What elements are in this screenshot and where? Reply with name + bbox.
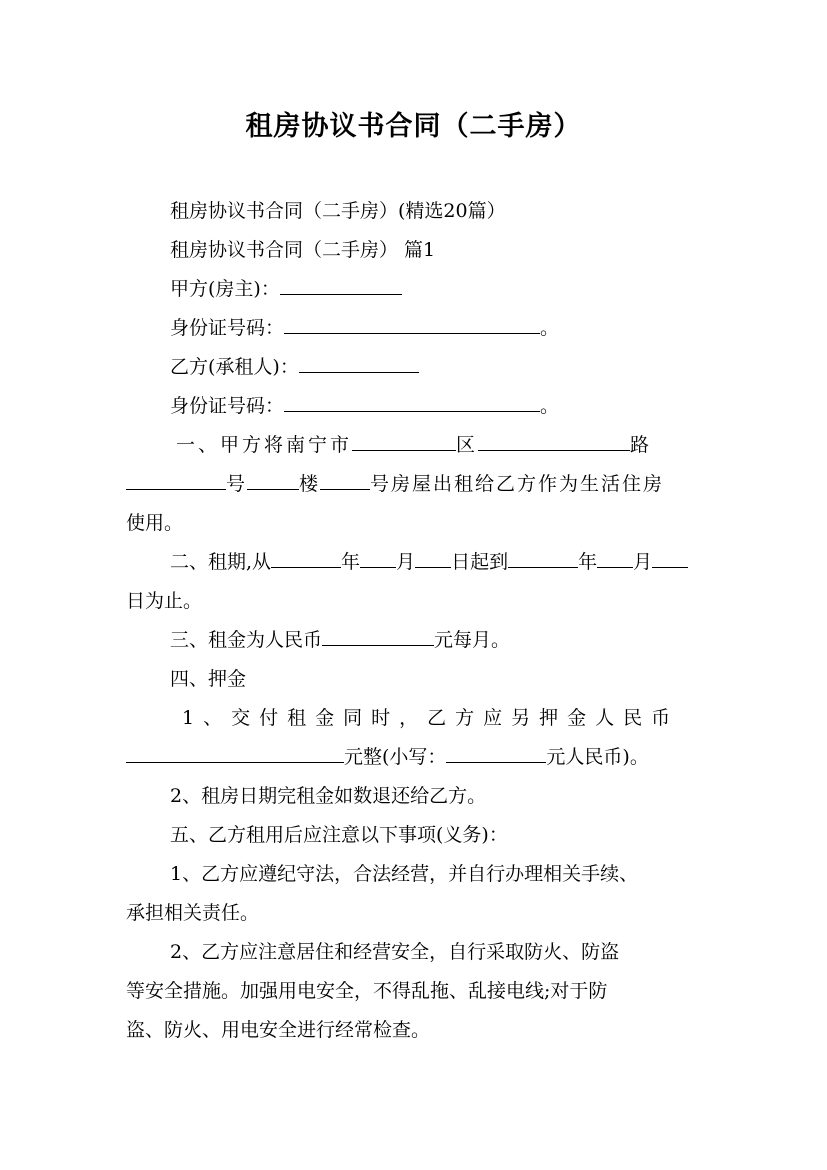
period: 。	[540, 317, 560, 339]
id-label-2: 身份证号码：	[170, 395, 285, 417]
clause-4-heading: 四、押金	[170, 668, 247, 690]
clause-4-1-line-1: 1、交付租金同时，乙方应另押金人民币	[182, 707, 680, 729]
clause-5-heading: 五、乙方租用后应注意以下事项(义务)：	[170, 824, 508, 846]
heading-article-1: 租房协议书合同（二手房） 篇1	[170, 239, 436, 261]
party-a-line	[126, 270, 760, 309]
clause-1-text: 一、甲方将南宁市	[176, 434, 353, 456]
clause-2-text: 月	[396, 551, 416, 573]
id-line-2	[126, 387, 760, 426]
city-blank	[352, 428, 456, 451]
district-blank	[478, 428, 630, 451]
end-year-blank	[508, 545, 578, 568]
clause-4-2: 2、租房日期完租金如数退还给乙方。	[170, 785, 487, 807]
start-month-blank	[360, 545, 396, 568]
id-blank-1	[284, 311, 540, 334]
id-line-1	[126, 309, 760, 348]
clause-1-text: 号	[226, 473, 248, 495]
party-a-blank	[280, 272, 402, 295]
party-a-label: 甲方(房主)：	[170, 278, 280, 300]
id-label-1: 身份证号码：	[170, 317, 285, 339]
clause-3-text: 三、租金为人民币	[170, 629, 323, 651]
clause-3-line	[126, 621, 760, 660]
period: 。	[540, 395, 560, 417]
clause-2-line-2: 日为止。	[126, 590, 203, 612]
clause-2-text: 年	[578, 551, 598, 573]
clause-1-line-1	[126, 426, 726, 465]
number-blank	[247, 467, 299, 490]
clause-4-1-text: 元人民币)。	[546, 746, 649, 768]
party-b-blank	[299, 350, 419, 373]
clause-1-text: 区	[456, 434, 479, 456]
clause-5-2-line-1: 2、乙方应注意居住和经营安全，自行采取防火、防盗	[170, 941, 620, 963]
party-b-label: 乙方(承租人)：	[170, 356, 299, 378]
end-month-blank	[597, 545, 633, 568]
clause-2-text: 二、租期,从	[170, 551, 272, 573]
deposit-blank	[126, 740, 344, 763]
clause-5-2-line-3: 盗、防火、用电安全进行经常检查。	[126, 1019, 431, 1041]
building-blank	[320, 467, 370, 490]
start-year-blank	[271, 545, 341, 568]
clause-2-text: 日起到	[451, 551, 509, 573]
clause-1-text: 楼	[299, 473, 321, 495]
start-day-blank	[415, 545, 451, 568]
document-title: 租房协议书合同（二手房）	[245, 111, 582, 142]
clause-1-line-2	[126, 465, 716, 504]
clause-4-1-line-2	[126, 738, 716, 777]
rent-blank	[322, 623, 434, 646]
clause-1-text: 路	[630, 434, 653, 456]
clause-5-1-line-2: 承担相关责任。	[126, 902, 260, 924]
clause-3-text: 元每月。	[434, 629, 511, 651]
party-b-line	[126, 348, 760, 387]
clause-2-line-1	[126, 543, 760, 582]
clause-5-1-line-1: 1、乙方应遵纪守法，合法经营，并自行办理相关手续、	[170, 863, 639, 885]
clause-2-text: 年	[341, 551, 361, 573]
deposit-small-blank	[446, 740, 546, 763]
clause-5-2-line-2: 等安全措施。加强用电安全，不得乱拖、乱接电线;对于防	[126, 980, 608, 1002]
clause-2-text: 月	[633, 551, 653, 573]
clause-1-line-3: 使用。	[126, 512, 184, 534]
clause-4-1-text: 元整(小写：	[344, 746, 447, 768]
clause-1-text: 号房屋出租给乙方作为生活住房	[370, 473, 665, 495]
subtitle: 租房协议书合同（二手房）(精选20篇）	[170, 200, 506, 222]
end-day-blank	[652, 545, 688, 568]
id-blank-2	[284, 389, 540, 412]
road-blank	[126, 467, 226, 490]
